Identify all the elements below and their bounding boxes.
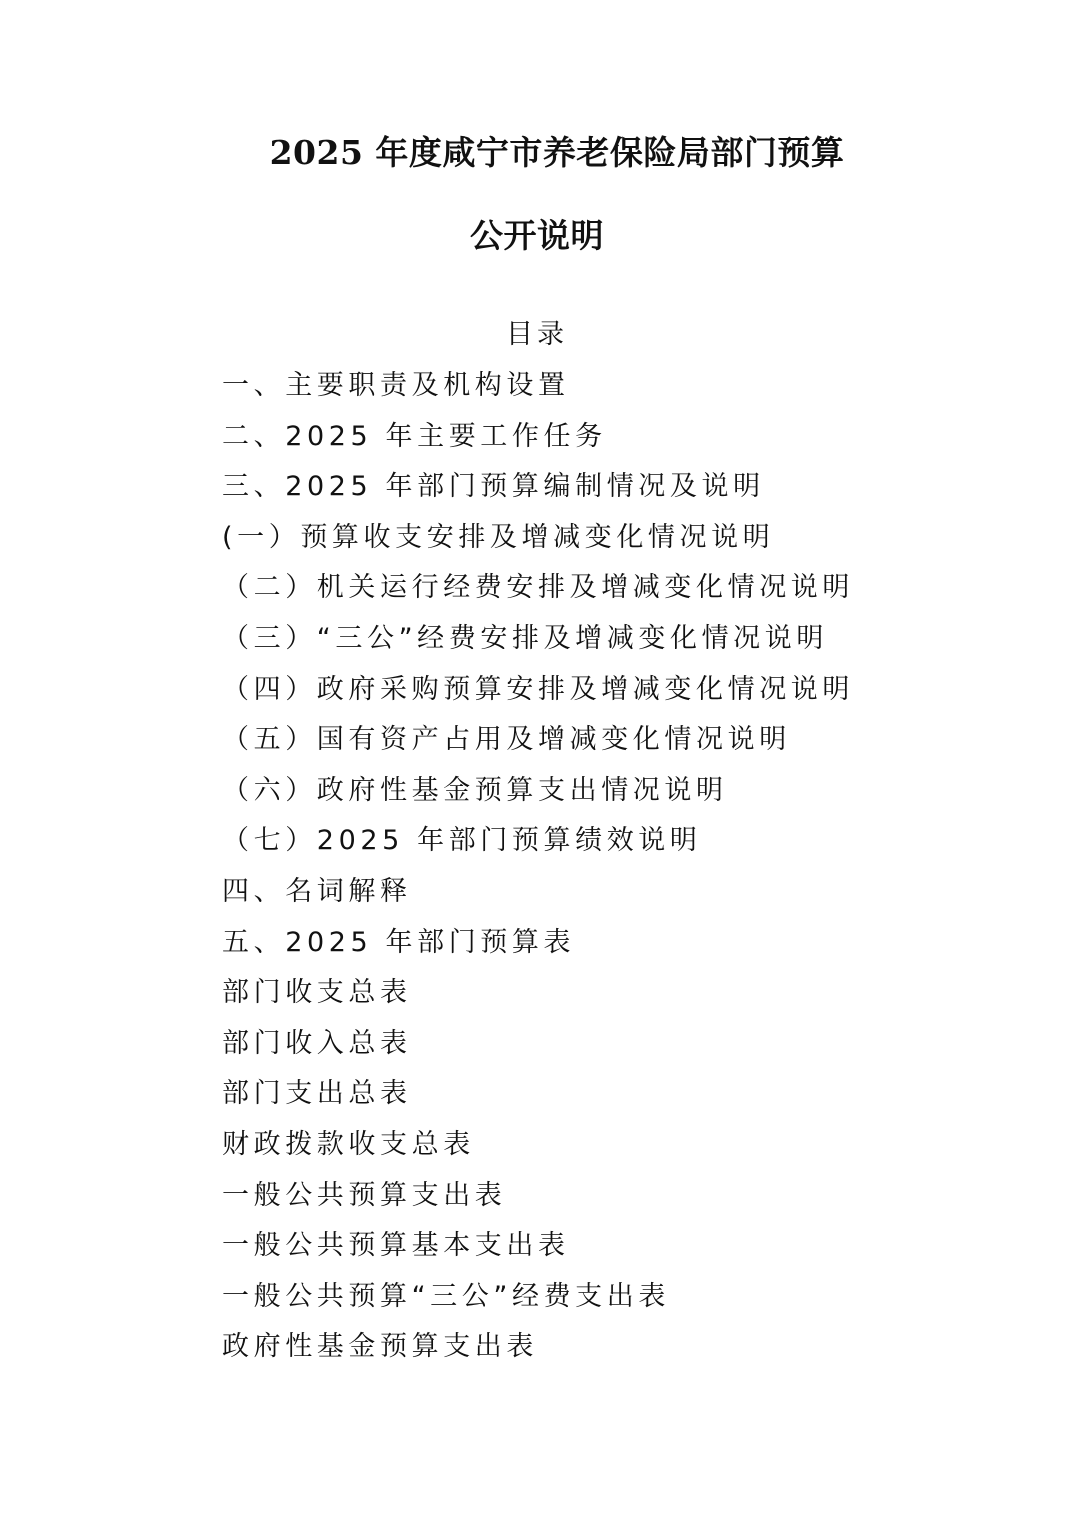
toc-item-table-1: 部门收支总表 [222, 977, 412, 1009]
toc-item-table-3: 部门支出总表 [222, 1078, 412, 1110]
document-subtitle: 公开说明 [470, 216, 604, 255]
toc-item-table-2: 部门收入总表 [222, 1027, 412, 1059]
toc-item-2: 二、2025 年主要工作任务 [222, 420, 607, 452]
toc-item-3-1: (一）预算收支安排及增减变化情况说明 [222, 521, 775, 553]
toc-item-table-4: 财政拨款收支总表 [222, 1128, 475, 1160]
toc-item-3-2: （二）机关运行经费安排及增减变化情况说明 [222, 572, 854, 604]
toc-item-3-4: （四）政府采购预算安排及增减变化情况说明 [222, 673, 854, 705]
toc-item-table-8: 政府性基金预算支出表 [222, 1331, 538, 1363]
table-of-contents [222, 366, 1042, 1378]
toc-item-3-6: （六）政府性基金预算支出情况说明 [222, 774, 728, 806]
toc-item-table-6: 一般公共预算基本支出表 [222, 1230, 570, 1262]
toc-item-3-5: （五）国有资产占用及增减变化情况说明 [222, 724, 791, 756]
toc-item-table-5: 一般公共预算支出表 [222, 1179, 507, 1211]
toc-item-1: 一、主要职责及机构设置 [222, 370, 570, 401]
document-title: 2025 年度咸宁市养老保险局部门预算 [269, 133, 845, 172]
toc-item-5: 五、2025 年部门预算表 [222, 926, 576, 958]
toc-item-3-3: （三）“三公”经费安排及增减变化情况说明 [222, 622, 828, 654]
toc-item-3: 三、2025 年部门预算编制情况及说明 [222, 471, 765, 503]
toc-item-table-7: 一般公共预算“三公”经费支出表 [222, 1280, 670, 1312]
toc-heading: 目录 [506, 319, 568, 350]
toc-item-3-7: （七）2025 年部门预算绩效说明 [222, 825, 702, 857]
toc-item-4: 四、名词解释 [222, 875, 412, 907]
